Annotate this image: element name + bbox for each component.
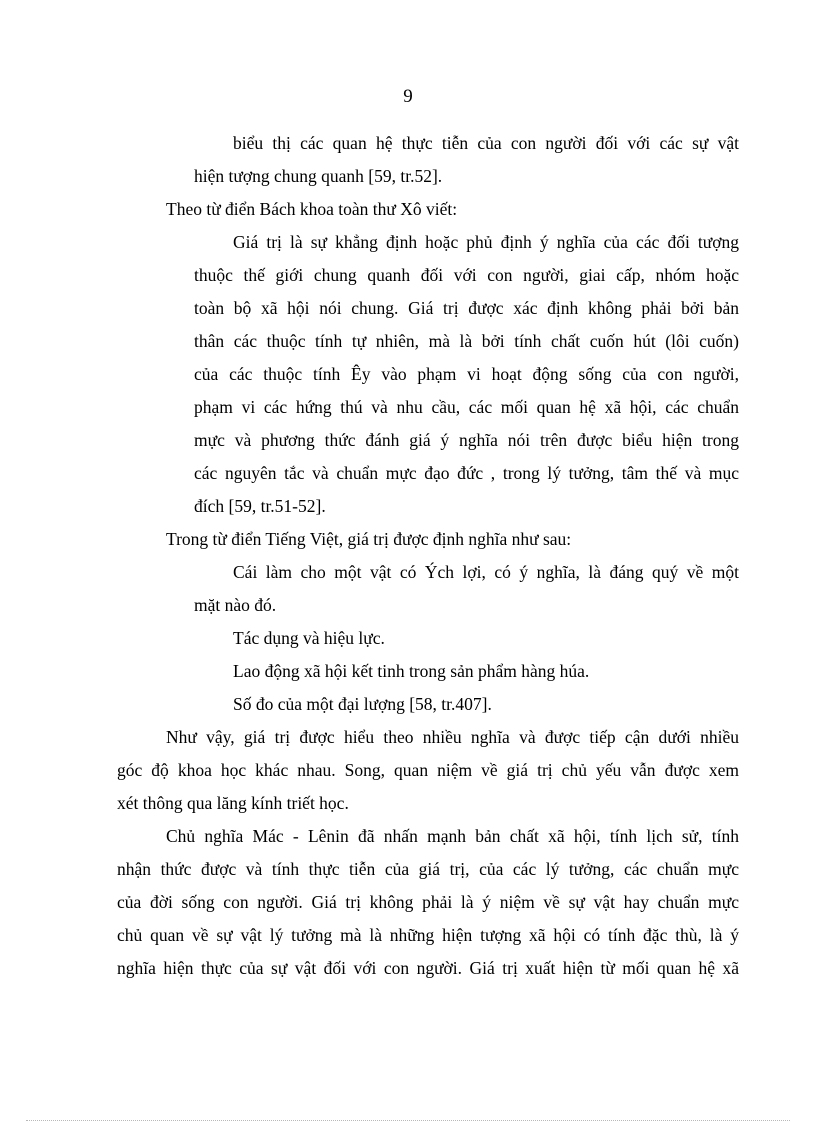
quote-line: toàn bộ xã hội nói chung. Giá trị được xác định không phải bởi bản <box>194 298 739 318</box>
quote-line: phạm vi các hứng thú và nhu cầu, các mối quan hệ xã hội, các chuẩn <box>194 397 739 417</box>
paragraph-line: chủ quan về sự vật lý tưởng mà là những hiện tượng xã hội có tính đặc thù, là ý <box>117 925 739 945</box>
quote-line: đích [59, tr.51-52]. <box>194 496 326 516</box>
definition-line: Tác dụng và hiệu lực. <box>233 628 385 648</box>
quote-line: hiện tượng chung quanh [59, tr.52]. <box>194 166 443 186</box>
quote-line: thuộc thế giới chung quanh đối với con người, giai cấp, nhóm hoặc <box>194 265 739 285</box>
quote-line: thân các thuộc tính tự nhiên, mà là bởi tính chất cuốn hút (lôi cuốn) <box>194 331 739 351</box>
paragraph-line: góc độ khoa học khác nhau. Song, quan niệm về giá trị chủ yếu vẫn được xem <box>117 760 739 780</box>
paragraph-line: nhận thức được và tính thực tiễn của giá trị, của các lý tưởng, các chuẩn mực <box>117 859 739 879</box>
quote-line: của các thuộc tính Êy vào phạm vi hoạt động sống của con người, <box>194 364 739 384</box>
quote-line: mực và phương thức đánh giá ý nghĩa nói trên được biểu hiện trong <box>194 430 739 450</box>
quote-line: Giá trị là sự khẳng định hoặc phủ định ý nghĩa của các đối tượng <box>233 232 739 252</box>
page-number: 9 <box>403 86 413 107</box>
paragraph-line: của đời sống con người. Giá trị không phải là ý niệm về sự vật hay chuẩn mực <box>117 892 739 912</box>
paragraph-line: Như vậy, giá trị được hiểu theo nhiều nghĩa và được tiếp cận dưới nhiều <box>166 727 739 747</box>
definition-line: Cái làm cho một vật có Ých lợi, có ý nghĩa, là đáng quý về một <box>233 562 739 582</box>
definition-line: mặt nào đó. <box>194 595 277 615</box>
intro-line: Trong từ điển Tiếng Việt, giá trị được định nghĩa như sau: <box>166 529 572 549</box>
intro-line: Theo từ điển Bách khoa toàn thư Xô viết: <box>166 199 458 219</box>
definition-line: Số đo của một đại lượng [58, tr.407]. <box>233 694 492 714</box>
page-bottom-border <box>26 1120 790 1121</box>
paragraph-line: nghĩa hiện thực của sự vật đối với con người. Giá trị xuất hiện từ mối quan hệ xã <box>117 958 739 978</box>
quote-line: các nguyên tắc và chuẩn mực đạo đức , trong lý tưởng, tâm thế và mục <box>194 463 739 483</box>
paragraph-line: Chủ nghĩa Mác - Lênin đã nhấn mạnh bản chất xã hội, tính lịch sử, tính <box>166 826 739 846</box>
quote-line: biểu thị các quan hệ thực tiễn của con người đối với các sự vật <box>233 133 739 153</box>
paragraph-line: xét thông qua lăng kính triết học. <box>117 793 349 813</box>
definition-line: Lao động xã hội kết tinh trong sản phẩm hàng húa. <box>233 661 590 681</box>
